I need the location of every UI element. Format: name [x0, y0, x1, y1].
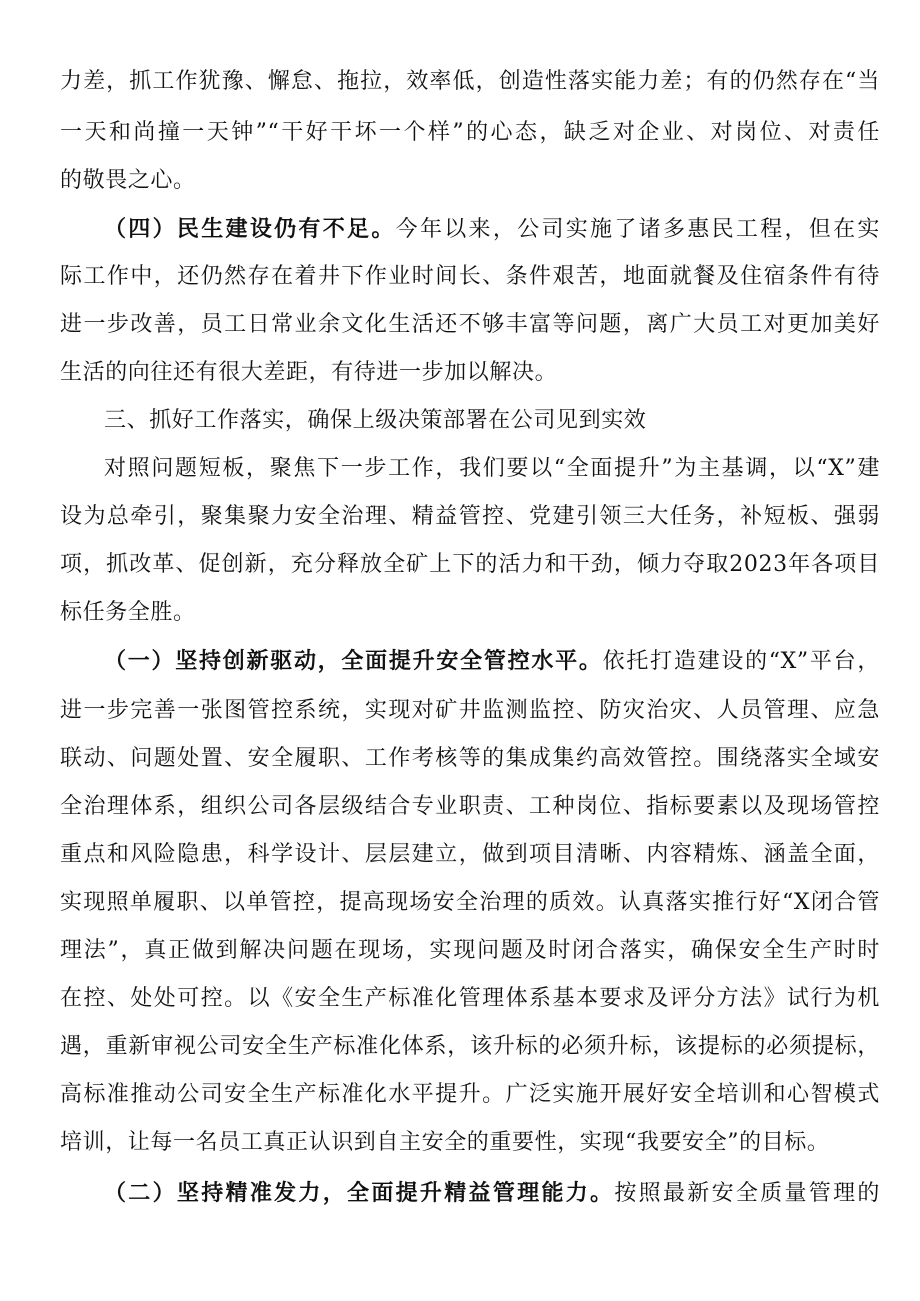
line-text: 对照问题短板，聚焦下一步工作，我们要以“全面提升”为主基调，以“X”建	[104, 456, 880, 481]
paragraph-line	[60, 936, 880, 966]
paragraph-line	[60, 310, 880, 340]
line-text: 全治理体系，组织公司各层级结合专业职责、工种岗位、指标要素以及现场管控	[60, 794, 880, 819]
paragraph-line	[60, 984, 880, 1014]
paragraph-line	[104, 214, 880, 245]
line-text: 遇，重新审视公司安全生产标准化体系，该升标的必须升标，该提标的必须提标，	[60, 1034, 880, 1059]
paragraph-line	[60, 598, 880, 628]
paragraph-line	[60, 1080, 880, 1110]
line-text: 进一步完善一张图管控系统，实现对矿井监测监控、防灾治灾、人员管理、应急	[60, 698, 880, 723]
section-heading-bold: （二）坚持精准发力，全面提升精益管理能力。	[104, 1180, 615, 1206]
paragraph-line	[60, 67, 880, 97]
paragraph-line	[60, 792, 880, 822]
line-text: 力差，抓工作犹豫、懈怠、拖拉，效率低，创造性落实能力差；有的仍然存在“当	[60, 69, 880, 94]
line-text: 理法”，真正做到解决问题在现场，实现问题及时闭合落实，确保安全生产时时	[60, 938, 880, 963]
section-heading-bold: （一）坚持创新驱动，全面提升安全管控水平。	[104, 648, 603, 674]
heading-text: 三、抓好工作落实，确保上级决策部署在公司见到实效	[104, 408, 647, 433]
line-text: 一天和尚撞一天钟”“干好干坏一个样”的心态，缺乏对企业、对岗位、对责任	[60, 120, 880, 145]
paragraph-line	[60, 1032, 880, 1062]
line-text: 培训，让每一名员工真正认识到自主安全的重要性，实现“我要安全”的目标。	[60, 1130, 830, 1155]
line-text: 生活的向往还有很大差距，有待进一步加以解决。	[60, 360, 558, 385]
line-text: 设为总牵引，聚集聚力安全治理、精益管控、党建引领三大任务，补短板、强弱	[60, 504, 880, 529]
paragraph-line	[60, 888, 880, 918]
line-text: 的敬畏之心。	[60, 168, 196, 193]
paragraph-line	[60, 1128, 880, 1158]
paragraph-line	[60, 166, 880, 196]
section-heading	[104, 406, 880, 436]
line-text: 今年以来，公司实施了诸多惠民工程，但在实	[395, 217, 880, 242]
paragraph-line	[104, 454, 880, 484]
paragraph-line	[104, 1178, 880, 1209]
paragraph-line	[60, 502, 880, 532]
line-text: 进一步改善，员工日常业余文化生活还不够丰富等问题，离广大员工对更加美好	[60, 312, 880, 337]
paragraph-line	[60, 840, 880, 870]
line-text: 联动、问题处置、安全履职、工作考核等的集成集约高效管控。围绕落实全域安	[60, 746, 880, 771]
paragraph-line	[60, 696, 880, 726]
line-text: 重点和风险隐患，科学设计、层层建立，做到项目清晰、内容精炼、涵盖全面，	[60, 842, 880, 867]
paragraph-line	[60, 744, 880, 774]
line-text: 按照最新安全质量管理的	[614, 1181, 880, 1206]
paragraph-line	[60, 118, 880, 148]
line-text: 项，抓改革、促创新，充分释放全矿上下的活力和干劲，倾力夺取2023年各项目	[60, 552, 880, 577]
paragraph-line	[60, 550, 880, 580]
line-text: 实现照单履职、以单管控，提高现场安全治理的质效。认真落实推行好“X闭合管	[60, 890, 880, 915]
line-text: 依托打造建设的“X”平台，	[602, 649, 880, 674]
line-text: 标任务全胜。	[60, 600, 196, 625]
paragraph-line	[104, 646, 880, 677]
paragraph-line	[60, 358, 880, 388]
section-heading-bold: （四）民生建设仍有不足。	[104, 216, 396, 242]
line-text: 际工作中，还仍然存在着井下作业时间长、条件艰苦，地面就餐及住宿条件有待	[60, 264, 880, 289]
line-text: 高标准推动公司安全生产标准化水平提升。广泛实施开展好安全培训和心智模式	[60, 1082, 880, 1107]
line-text: 在控、处处可控。以《安全生产标准化管理体系基本要求及评分方法》试行为机	[60, 986, 880, 1011]
paragraph-line	[60, 262, 880, 292]
